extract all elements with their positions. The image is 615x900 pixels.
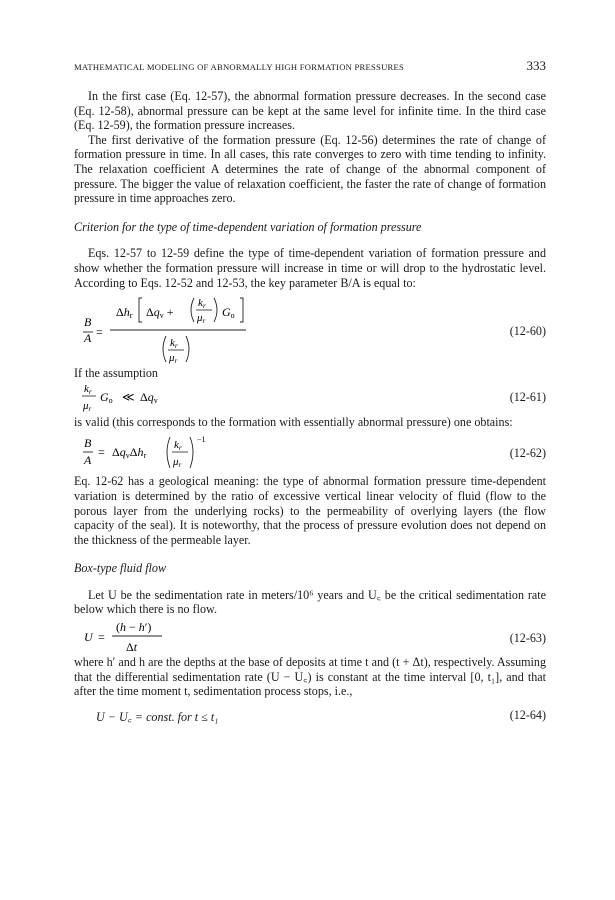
svg-text:μr: μr (173, 456, 182, 470)
svg-text:Δqv: Δqv (140, 389, 158, 405)
svg-text:kr: kr (174, 439, 182, 453)
equation-12-62-graphic (82, 432, 282, 472)
svg-text:=: = (98, 445, 105, 460)
svg-text:kr: kr (198, 297, 206, 311)
svg-text:−1: −1 (197, 435, 206, 445)
paragraph-2: The first derivative of the formation pressure (Eq. 12-56) determines the rate of change of formation pressure in time. In all cases, this rate converges to zero with time tending to infinity. The relaxation coefficient A determines the rate of change of the abnormal component of pressure. The bigger the value of relaxation coefficient, the faster the rate of change of formation pressure in time approaches zero. (74, 132, 546, 206)
svg-text:μr: μr (197, 312, 206, 326)
svg-text:Δt: Δt (126, 640, 138, 655)
page-number: 333 (526, 58, 546, 73)
svg-text:B: B (84, 436, 92, 451)
svg-text:=: = (96, 325, 103, 340)
equation-number-12-64: (12-64) (509, 707, 546, 722)
paragraph-1: In the first case (Eq. 12-57), the abnormal formation pressure decreases. In the second case (Eq. 12-58), abnormal pressure can be kept at the same level for infinite time. In the third case (Eq. 12-59), the formation pressure increases. (74, 89, 546, 133)
paragraph-3: Eqs. 12-57 to 12-59 define the type of time-dependent variation of formation pressure and show whether the formation pressure will increase in time or will drop to the hydrostatic level. According to Eqs. 12-52 and 12-53, the key parameter B/A is equal to: (74, 246, 546, 290)
svg-text:Go: Go (100, 389, 113, 405)
section-heading-criterion: Criterion for the type of time-dependent variation of formation pressure (74, 219, 422, 234)
svg-text:(h − h′): (h − h′) (116, 620, 152, 635)
svg-text:kr: kr (84, 382, 92, 396)
paragraph-4: If the assumption (74, 366, 158, 381)
equation-12-64-text: U − U꜀ = const. for t ≤ t₁ (96, 709, 219, 724)
svg-text:ΔqvΔhr: ΔqvΔhr (112, 445, 147, 461)
equation-12-64 (74, 702, 546, 728)
paragraph-5: is valid (this corresponds to the formation with essentially abnormal pressure) one obtains: (74, 414, 513, 429)
svg-text:Δqv +: Δqv + (146, 305, 174, 321)
section-heading-box-flow: Box-type fluid flow (74, 561, 167, 576)
svg-text:μr: μr (169, 352, 178, 366)
equation-number-12-62: (12-62) (509, 446, 546, 461)
svg-text:≪: ≪ (122, 389, 135, 404)
page (74, 58, 546, 728)
svg-text:A: A (84, 331, 92, 346)
svg-text:U: U (84, 630, 93, 645)
equation-12-63 (74, 619, 546, 655)
paragraph-7: Let U be the sedimentation rate in meters/10⁶ years and U꜀ be the critical sedimentation rate below which there is no flow. (74, 587, 546, 617)
svg-text:B: B (84, 315, 92, 330)
svg-text:kr: kr (170, 337, 178, 351)
equation-12-60-graphic (82, 292, 342, 366)
paragraph-6: Eq. 12-62 has a geological meaning: the type of abnormal formation pressure time-dependent variation is determined by the ratio of excessive vertical linear velocity of fluid (flow to the porous layer from the underlying rocks) to the permeability of overlying layers (the flow capacity of the seal). It is noteworthy, that the process of pressure evolution does not depend on the thickness of the permeable layer. (74, 474, 546, 547)
running-head: MATHEMATICAL MODELING OF ABNORMALLY HIGH FORMATION PRESSURES (74, 62, 405, 72)
equation-number-12-60: (12-60) (509, 324, 546, 339)
svg-text:Go: Go (222, 305, 235, 321)
page-header (74, 58, 546, 82)
equation-12-63-graphic (82, 619, 222, 655)
equation-12-62 (74, 432, 546, 472)
equation-12-61-graphic (82, 381, 242, 415)
equation-number-12-61: (12-61) (509, 389, 546, 404)
equation-number-12-63: (12-63) (509, 631, 546, 646)
equation-12-61 (74, 381, 546, 415)
svg-text:A: A (84, 453, 92, 468)
paragraph-8: where h′ and h are the depths at the base of deposits at time t and (t + Δt), respectively. Assuming that the differential sedimentation rate (U − U꜀) is constant at the time interval [0, t₁], and that after the time moment t, sedimentation process stops, i.e., (74, 655, 546, 699)
svg-text:=: = (98, 630, 105, 645)
equation-12-60 (74, 292, 546, 366)
svg-text:μr: μr (83, 399, 92, 413)
svg-text:Δhr: Δhr (116, 305, 133, 321)
